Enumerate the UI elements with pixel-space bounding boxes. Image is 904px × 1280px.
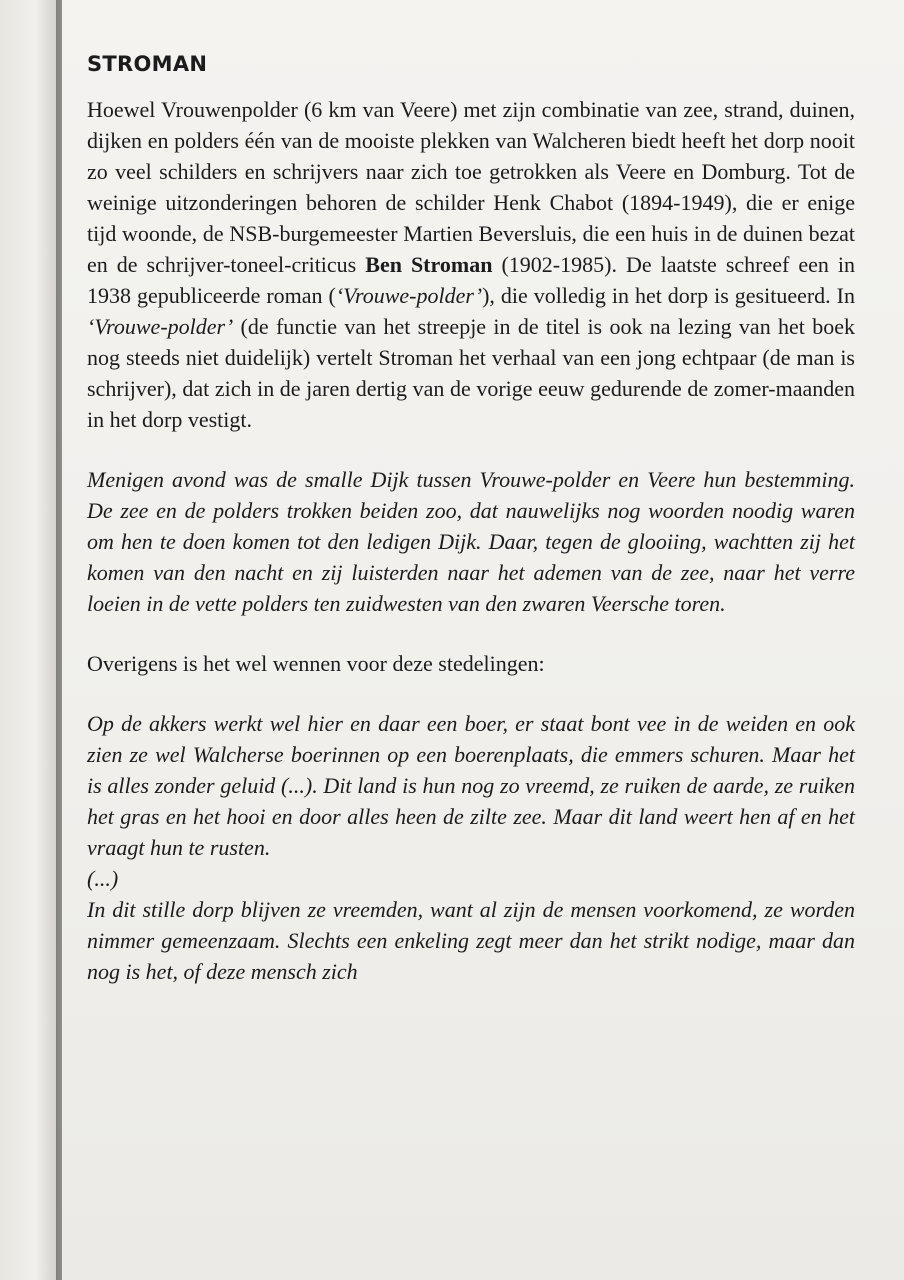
facing-page-edge [0,0,64,1280]
intro-text-4: (de functie van het streepje in de titel is ook na lezing van het boek nog steeds niet duidelijk) vertelt Stroman het verhaal van een jong echtpaar (de man is schrijver), dat zich in de jaren dertig van de vorige eeuw gedurende de zomer-maanden in het dorp vestigt. [87,314,855,432]
chapter-title: STROMAN [87,52,208,76]
author-name: Ben Stroman [365,252,493,277]
intro-text-2: (1902-1985). De laatste schreef een in 1938 gepubliceerde roman ( [87,252,856,308]
transition-paragraph: Overigens is het wel wennen voor deze stedelingen: [87,651,545,676]
quote-ellipsis: (...) [87,866,119,891]
quote-paragraph-2a: Op de akkers werkt wel hier en daar een boer, er staat bont vee in de weiden en ook zien ze wel Walcherse boerinnen op een boerenplaats, die emmers schuren. Maar het is alles zonder geluid (...). Dit land is hun nog zo vreemd, ze ruiken de aarde, ze ruiken het gras en het hooi en door alles heen de zilte zee. Maar dit land weert hen af en het vraagt hun te rusten. [87,711,855,860]
book-page [62,0,904,1280]
intro-text-1: Hoewel Vrouwenpolder (6 km van Veere) met zijn combinatie van zee, strand, duinen, dijken en polders één van de mooiste plekken van Walcheren biedt heeft het dorp nooit zo veel schilders en schrijvers naar zich toe getrokken als Veere en Domburg. Tot de weinige uitzonderingen behoren de schilder Henk Chabot (1894-1949), die er enige tijd woonde, de NSB-burgemeester Martien Beversluis, die een huis in de duinen bezat en de schrijver-toneel-criticus [87,97,855,277]
intro-paragraph [87,94,855,435]
intro-text-3: ), die volledig in het dorp is gesitueerd. In [482,283,855,308]
book-title-1: ‘Vrouwe-polder’ [335,283,483,308]
page-content [87,40,855,987]
quote-paragraph-1: Menigen avond was de smalle Dijk tussen Vrouwe-polder en Veere hun bestemming. De zee en de polders trokken beiden zoo, dat nauwelijks nog woorden noodig waren om hen te doen komen tot den ledigen Dijk. Daar, tegen de glooiing, wachtten zij het komen van den nacht en zij luisterden naar het ademen van de zee, naar het verre loeien in de vette polders ten zuidwesten van den zwaren Veersche toren. [87,467,855,616]
quote-paragraph-2b: In dit stille dorp blijven ze vreemden, want al zijn de mensen voorkomend, ze worden nimmer gemeenzaam. Slechts een enkeling zegt meer dan het strikt nodige, maar dan nog is het, of deze mensch zich [87,897,855,984]
book-title-2: ‘Vrouwe-polder’ [87,314,234,339]
